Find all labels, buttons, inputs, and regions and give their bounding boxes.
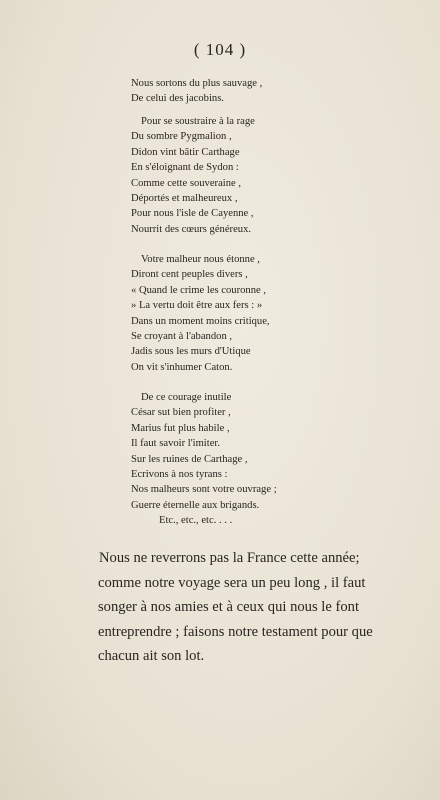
verse-line-etc: Etc., etc., etc. . . . — [159, 515, 233, 527]
verse-line: Pour se soustraire à la rage — [141, 116, 255, 127]
stanza-2 — [131, 114, 431, 237]
verse-line: Comme cette souveraine , — [131, 177, 242, 189]
verse-line: » La vertu doit être aux fers : » — [131, 300, 263, 312]
verse-line: Marius fut plus habile , — [131, 422, 230, 434]
verse-line: De celui des jacobins. — [131, 93, 224, 105]
prose-line: chacun ait son lot. — [98, 648, 205, 664]
verse-line: On vit s'inhumer Caton. — [131, 361, 233, 373]
verse-line: Pour nous l'isle de Cayenne , — [131, 208, 254, 220]
verse-line: Jadis sous les murs d'Utique — [131, 346, 251, 358]
verse-line: César sut bien profiter , — [131, 407, 231, 419]
verse-line: En s'éloignant de Sydon : — [131, 162, 239, 174]
verse-line: Guerre éternelle aux brigands. — [131, 499, 260, 511]
stanza-4 — [131, 390, 431, 529]
verse-line: Se croyant à l'abandon , — [131, 330, 233, 342]
verse-line: De ce courage inutile — [141, 392, 232, 403]
verse-line: « Quand le crime les couronne , — [131, 284, 267, 296]
verse-line: Ecrivons à nos tyrans : — [131, 468, 228, 480]
verse-line: Nourrit des cœurs généreux. — [131, 223, 252, 235]
verse-line: Nous sortons du plus sauvage , — [131, 78, 263, 89]
verse-line: Nos malheurs sont votre ouvrage ; — [131, 484, 277, 496]
verse-line: Il faut savoir l'imiter. — [131, 438, 220, 450]
page-number: ( 104 ) — [193, 40, 247, 59]
prose-line: Nous ne reverrons pas la France cette année; — [99, 550, 360, 566]
stanza-3 — [131, 252, 431, 375]
verse-line: Diront cent peuples divers , — [131, 269, 248, 281]
prose-line: comme notre voyage sera un peu long , il faut — [98, 574, 366, 591]
prose-line: songer à nos amies et à ceux qui nous le font — [98, 599, 359, 615]
verse-line: Du sombre Pygmalion , — [131, 131, 232, 143]
verse-line: Déportés et malheureux , — [131, 192, 238, 204]
verse-line: Sur les ruines de Carthage , — [131, 453, 248, 465]
prose-line: entreprendre ; faisons notre testament pour que — [98, 623, 373, 640]
stanza-1 — [131, 76, 431, 107]
verse-line: Dans un moment moins critique, — [131, 315, 270, 327]
prose-paragraph — [98, 546, 428, 669]
verse-line: Didon vint bâtir Carthage — [131, 146, 240, 158]
verse-line: Votre malheur nous étonne , — [141, 254, 260, 265]
